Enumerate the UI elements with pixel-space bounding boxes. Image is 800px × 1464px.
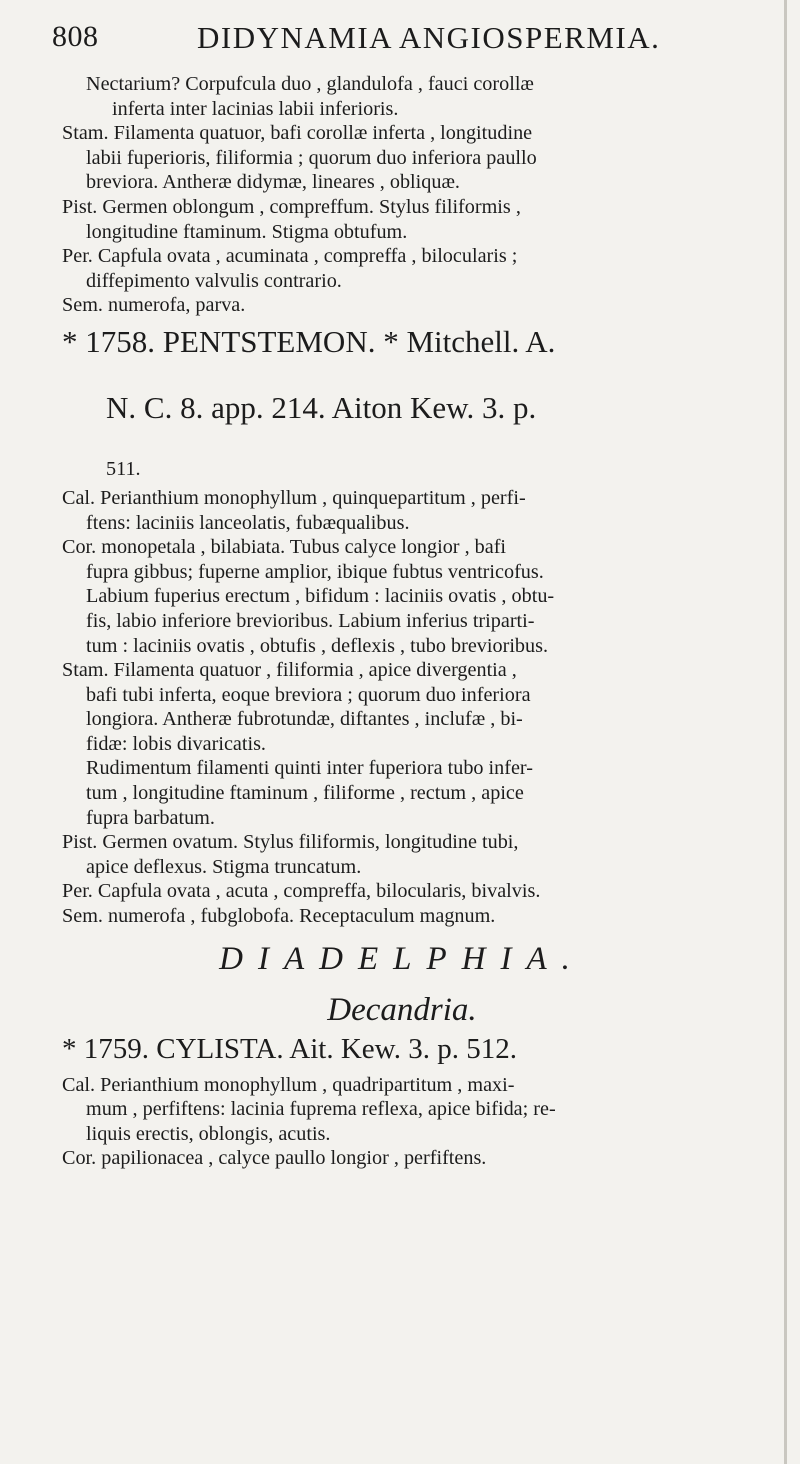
text-line: mum , perfiftens: lacinia fuprema reflexa, apice bifida; re- bbox=[86, 1098, 556, 1121]
text-line: Labium fuperius erectum , bifidum : laciniis ovatis , obtu- bbox=[86, 585, 555, 608]
text-line: diffepimento valvulis contrario. bbox=[86, 269, 342, 292]
running-head: DIDYNAMIA ANGIOSPERMIA. bbox=[197, 20, 661, 55]
text-line: breviora. Antheræ didymæ, lineares , obliquæ. bbox=[86, 171, 460, 194]
text-line: longiora. Antheræ fubrotundæ, diftantes , inclufæ , bi- bbox=[86, 708, 523, 731]
text-line: Per. Capfula ovata , acuta , compreffa, bilocularis, bivalvis. bbox=[62, 880, 541, 903]
order-heading: Decandria. bbox=[327, 991, 477, 1028]
text-line: fupra gibbus; fuperne amplior, ibique fubtus ventricofus. bbox=[86, 560, 544, 583]
text-line: Nectarium? Corpufcula duo , glandulofa , fauci corollæ bbox=[86, 73, 534, 95]
text-line: fidæ: lobis divaricatis. bbox=[86, 732, 266, 755]
genus-heading: * 1758. PENTSTEMON. * Mitchell. A. bbox=[62, 323, 556, 359]
text-line: Per. Capfula ovata , acuminata , compreffa , bilocularis ; bbox=[62, 245, 518, 268]
text-line: longitudine ftaminum. Stigma obtufum. bbox=[86, 220, 408, 243]
text-line: Cal. Perianthium monophyllum , quinquepartitum , perfi- bbox=[62, 486, 526, 509]
text-line: Pist. Germen ovatum. Stylus filiformis, longitudine tubi, bbox=[62, 831, 519, 854]
genus-heading: * 1759. CYLISTA. Ait. Kew. 3. p. 512. bbox=[62, 1032, 517, 1065]
text-line: Stam. Filamenta quatuor , filiformia , apice divergentia , bbox=[62, 659, 517, 682]
text-line: Cal. Perianthium monophyllum , quadripartitum , maxi- bbox=[62, 1073, 515, 1096]
text-line: fis, labio inferiore brevioribus. Labium inferius triparti- bbox=[86, 609, 535, 632]
text-line: tum : laciniis ovatis , obtufis , deflexis , tubo brevioribus. bbox=[86, 634, 549, 657]
text-line: Rudimentum filamenti quinti inter fuperiora tubo infer- bbox=[86, 757, 533, 780]
text-line: Stam. Filamenta quatuor, bafi corollæ inferta , longitudine bbox=[62, 122, 533, 145]
text-line: Cor. papilionacea , calyce paullo longior , perfiftens. bbox=[62, 1147, 487, 1170]
text-line: bafi tubi inferta, eoque breviora ; quorum duo inferiora bbox=[86, 683, 531, 706]
text-line: Sem. numerofa, parva. bbox=[62, 294, 246, 317]
text-line: Sem. numerofa , fubglobofa. Receptaculum magnum. bbox=[62, 905, 496, 928]
text-line: inferta inter lacinias labii inferioris. bbox=[112, 97, 399, 120]
text-line: Pist. Germen oblongum , compreffum. Stylus filiformis , bbox=[62, 195, 521, 218]
genus-heading-cont: 511. bbox=[106, 457, 141, 480]
page-number: 808 bbox=[52, 20, 99, 53]
text-line: apice deflexus. Stigma truncatum. bbox=[86, 855, 362, 878]
genus-heading-cont: N. C. 8. app. 214. Aiton Kew. 3. p. bbox=[106, 389, 537, 425]
text-line: liquis erectis, oblongis, acutis. bbox=[86, 1122, 331, 1145]
text-line: ftens: laciniis lanceolatis, fubæqualibus. bbox=[86, 511, 410, 534]
class-heading: DIADELPHIA. bbox=[219, 940, 585, 977]
text-line: fupra barbatum. bbox=[86, 806, 215, 829]
text-line: Cor. monopetala , bilabiata. Tubus calyce longior , bafi bbox=[62, 536, 507, 559]
page-header bbox=[52, 20, 752, 60]
page-edge-shadow bbox=[784, 0, 787, 1464]
text-body bbox=[62, 72, 762, 1171]
text-line: labii fuperioris, filiformia ; quorum duo inferiora paullo bbox=[86, 146, 537, 169]
text-line: tum , longitudine ftaminum , filiforme , rectum , apice bbox=[86, 782, 524, 805]
